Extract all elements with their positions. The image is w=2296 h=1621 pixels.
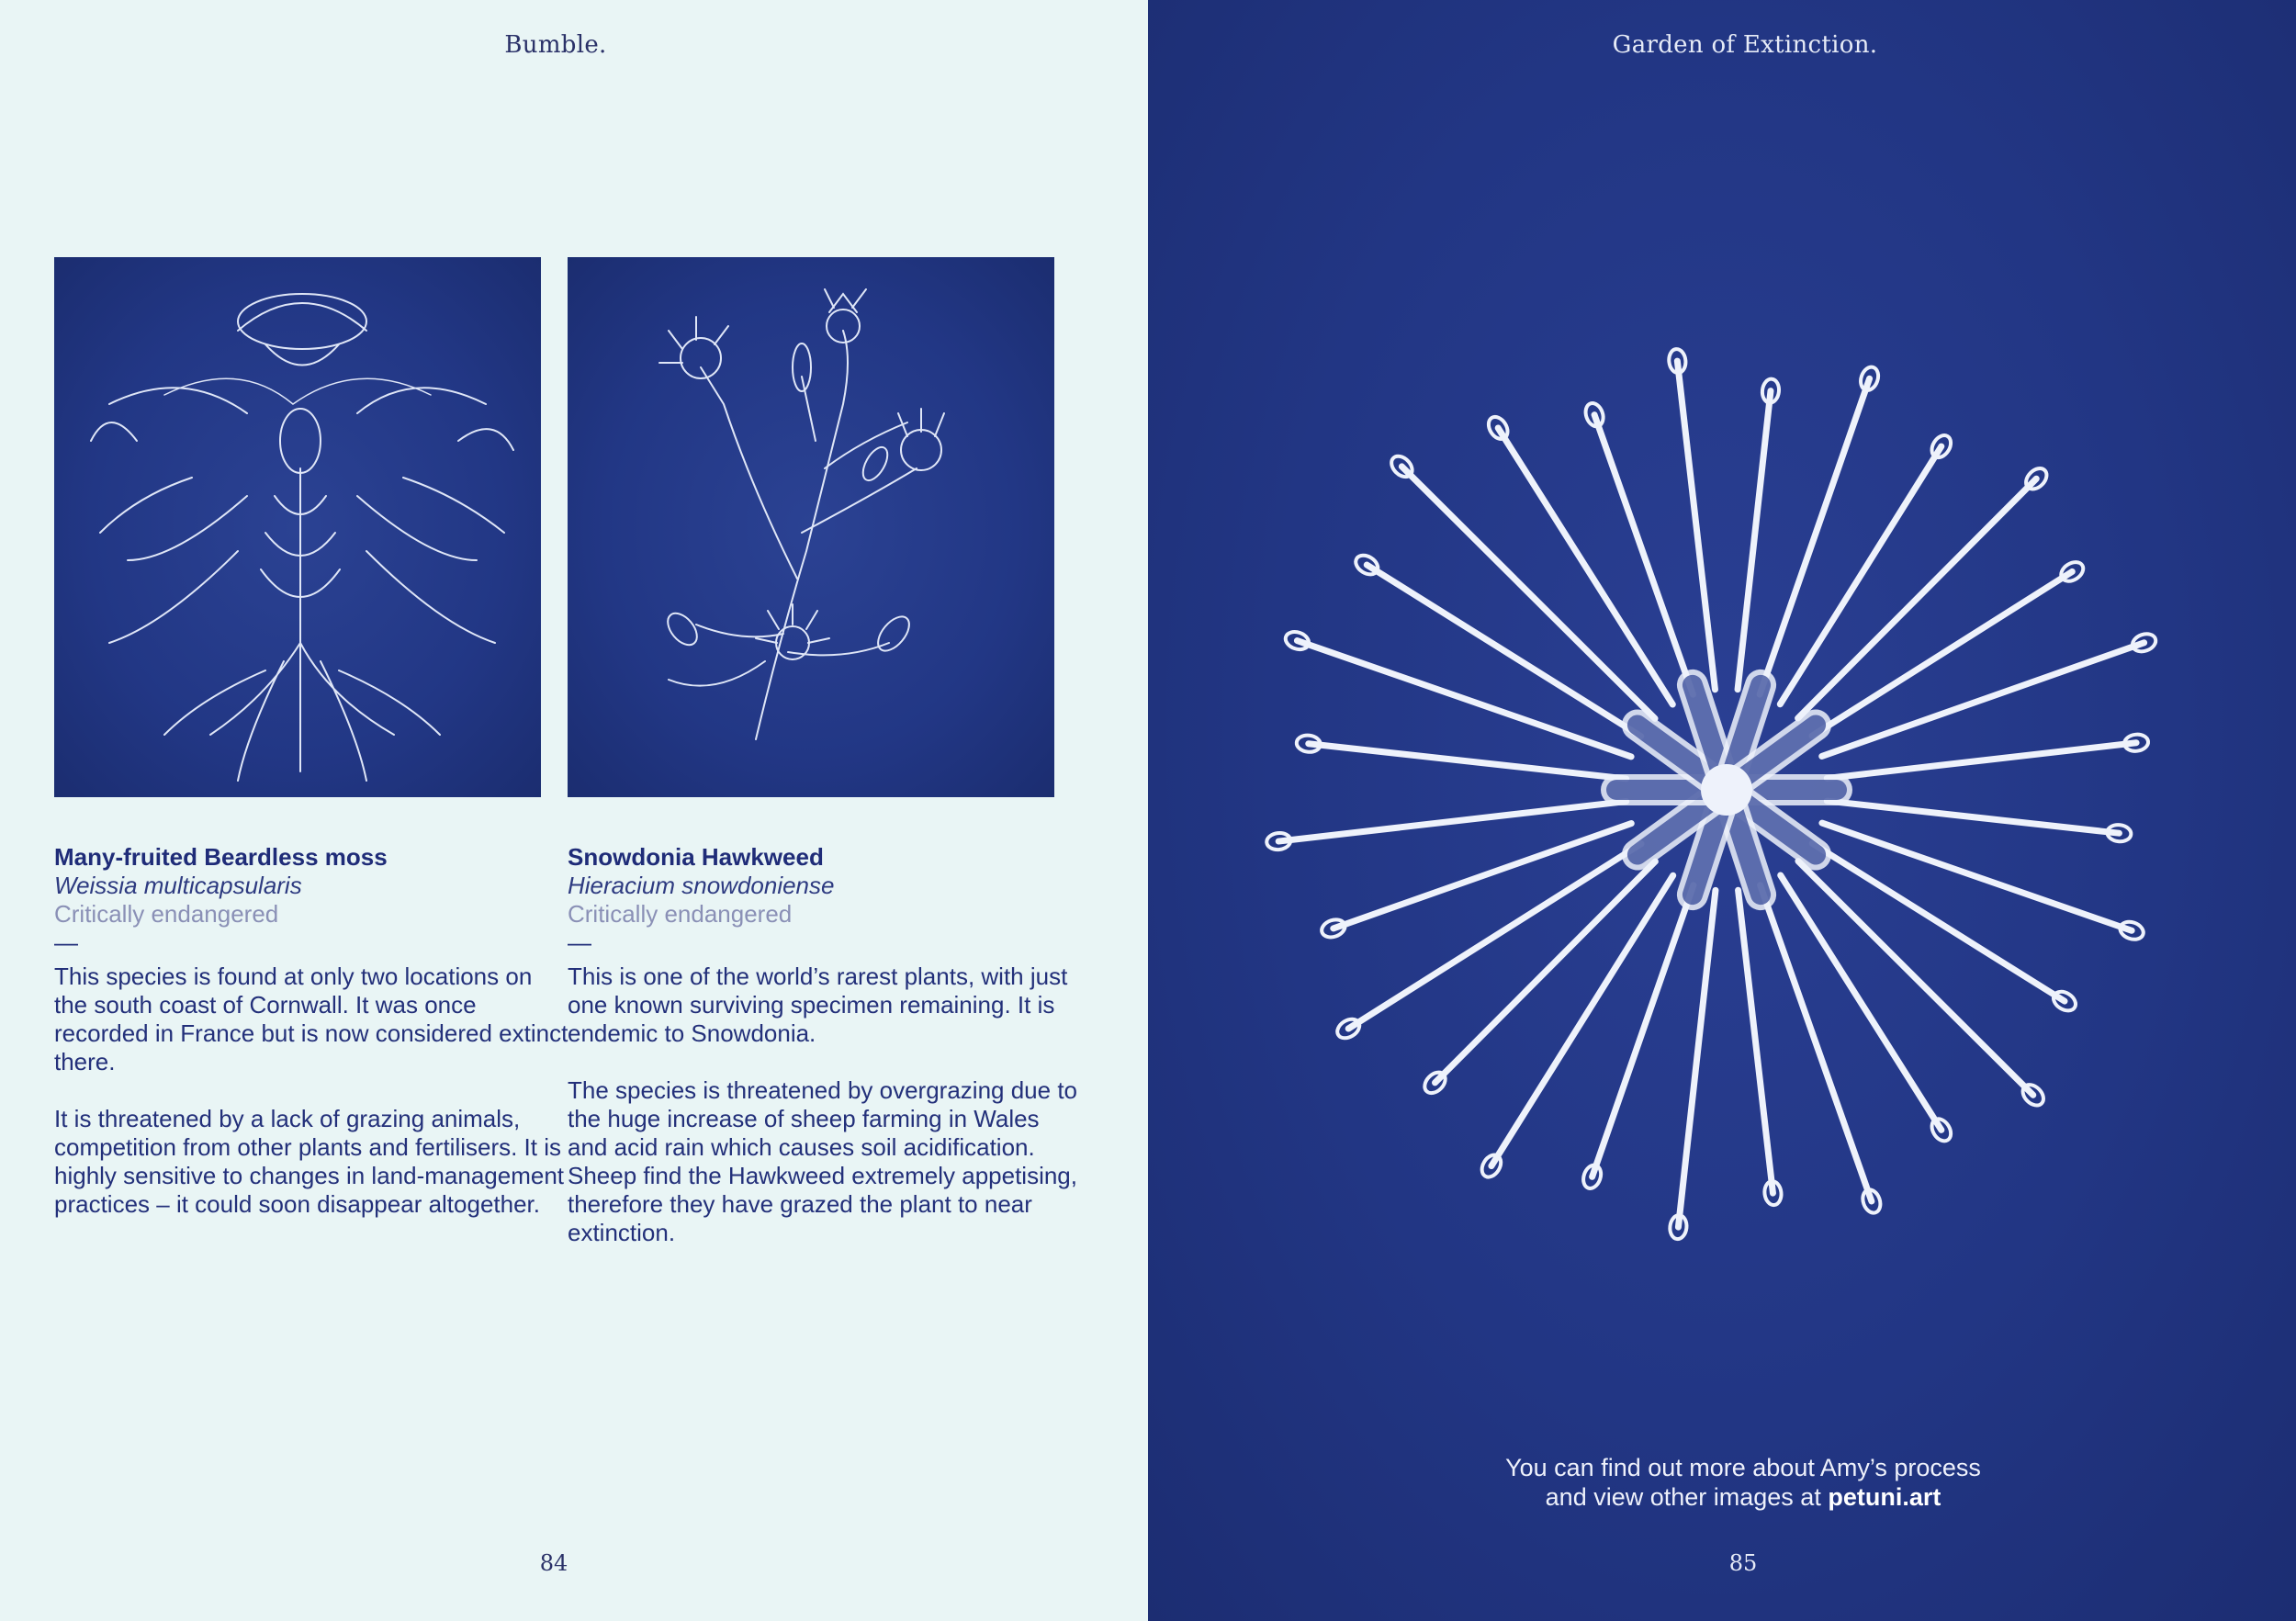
flower-center	[1701, 764, 1752, 816]
running-head-right: Garden of Extinction.	[1612, 31, 1878, 59]
stamen-filament	[1278, 802, 1626, 841]
stamen-filament	[1677, 361, 1715, 690]
stamen-filament	[1827, 743, 2136, 779]
stamen-filament	[1738, 391, 1771, 690]
starburst-flower-illustration	[1203, 276, 2250, 1359]
footnote-line-2	[1148, 1482, 2296, 1512]
species-description: This is one of the world’s rarest plants, with just one known surviving specimen remaining. It is endemic to Snowdonia.	[568, 962, 1068, 1047]
species-common-name: Snowdonia Hawkweed	[568, 843, 824, 871]
stamen-filament	[1678, 890, 1716, 1227]
stamen-filament	[1798, 861, 2033, 1096]
species-threats: It is threatened by a lack of grazing animals, competition from other plants and fertilisers. It is highly sensitive to changes in land-management practices – it could soon disappear altogether.	[54, 1105, 565, 1218]
stamen-filament	[1827, 801, 2119, 833]
species-description: This species is found at only two locations on the south coast of Cornwall. It was once recorded in France but is now considered extinct there.	[54, 962, 568, 1075]
hawkweed-cyanotype-image	[568, 257, 1054, 797]
page-number-right: 85	[1728, 1550, 1758, 1576]
separator-dash: —	[568, 929, 591, 956]
species-entry-moss	[54, 843, 568, 1219]
species-entry-hawkweed	[568, 843, 1082, 1247]
species-common-name: Many-fruited Beardless moss	[54, 843, 388, 871]
footnote-line-2-prefix: and view other images at	[1545, 1483, 1829, 1511]
species-latin-name: Hieracium snowdoniense	[568, 872, 835, 899]
species-status: Critically endangered	[568, 900, 793, 928]
stamen-filament	[1435, 861, 1656, 1083]
right-page	[1148, 0, 2296, 1621]
species-latin-name: Weissia multicapsularis	[54, 872, 302, 899]
stamen-filament	[1309, 744, 1626, 779]
page-number-left: 84	[539, 1550, 568, 1576]
footnote	[1148, 1453, 2296, 1512]
moss-cyanotype-image	[54, 257, 541, 797]
footnote-line-1: You can find out more about Amy’s process	[1505, 1454, 1981, 1481]
website-link[interactable]: petuni.art	[1828, 1483, 1941, 1511]
running-head-left: Bumble.	[504, 31, 607, 59]
stamen-filament	[1739, 890, 1773, 1193]
stamen-filament	[1401, 467, 1655, 718]
stamen-filament	[1798, 478, 2037, 718]
separator-dash: —	[54, 929, 78, 956]
moss-illustration	[54, 257, 541, 797]
species-status: Critically endangered	[54, 900, 279, 928]
stamen-filament	[1812, 843, 2065, 1001]
hawkweed-illustration	[568, 257, 1054, 797]
garden-of-extinction-cyanotype-image	[1203, 276, 2250, 1359]
species-threats: The species is threatened by overgrazing due to the huge increase of sheep farming in Wales and acid rain which causes soil acidification. Sheep find the Hawkweed extremely appetising, therefore they have grazed the plant to near extinction.	[568, 1076, 1078, 1246]
